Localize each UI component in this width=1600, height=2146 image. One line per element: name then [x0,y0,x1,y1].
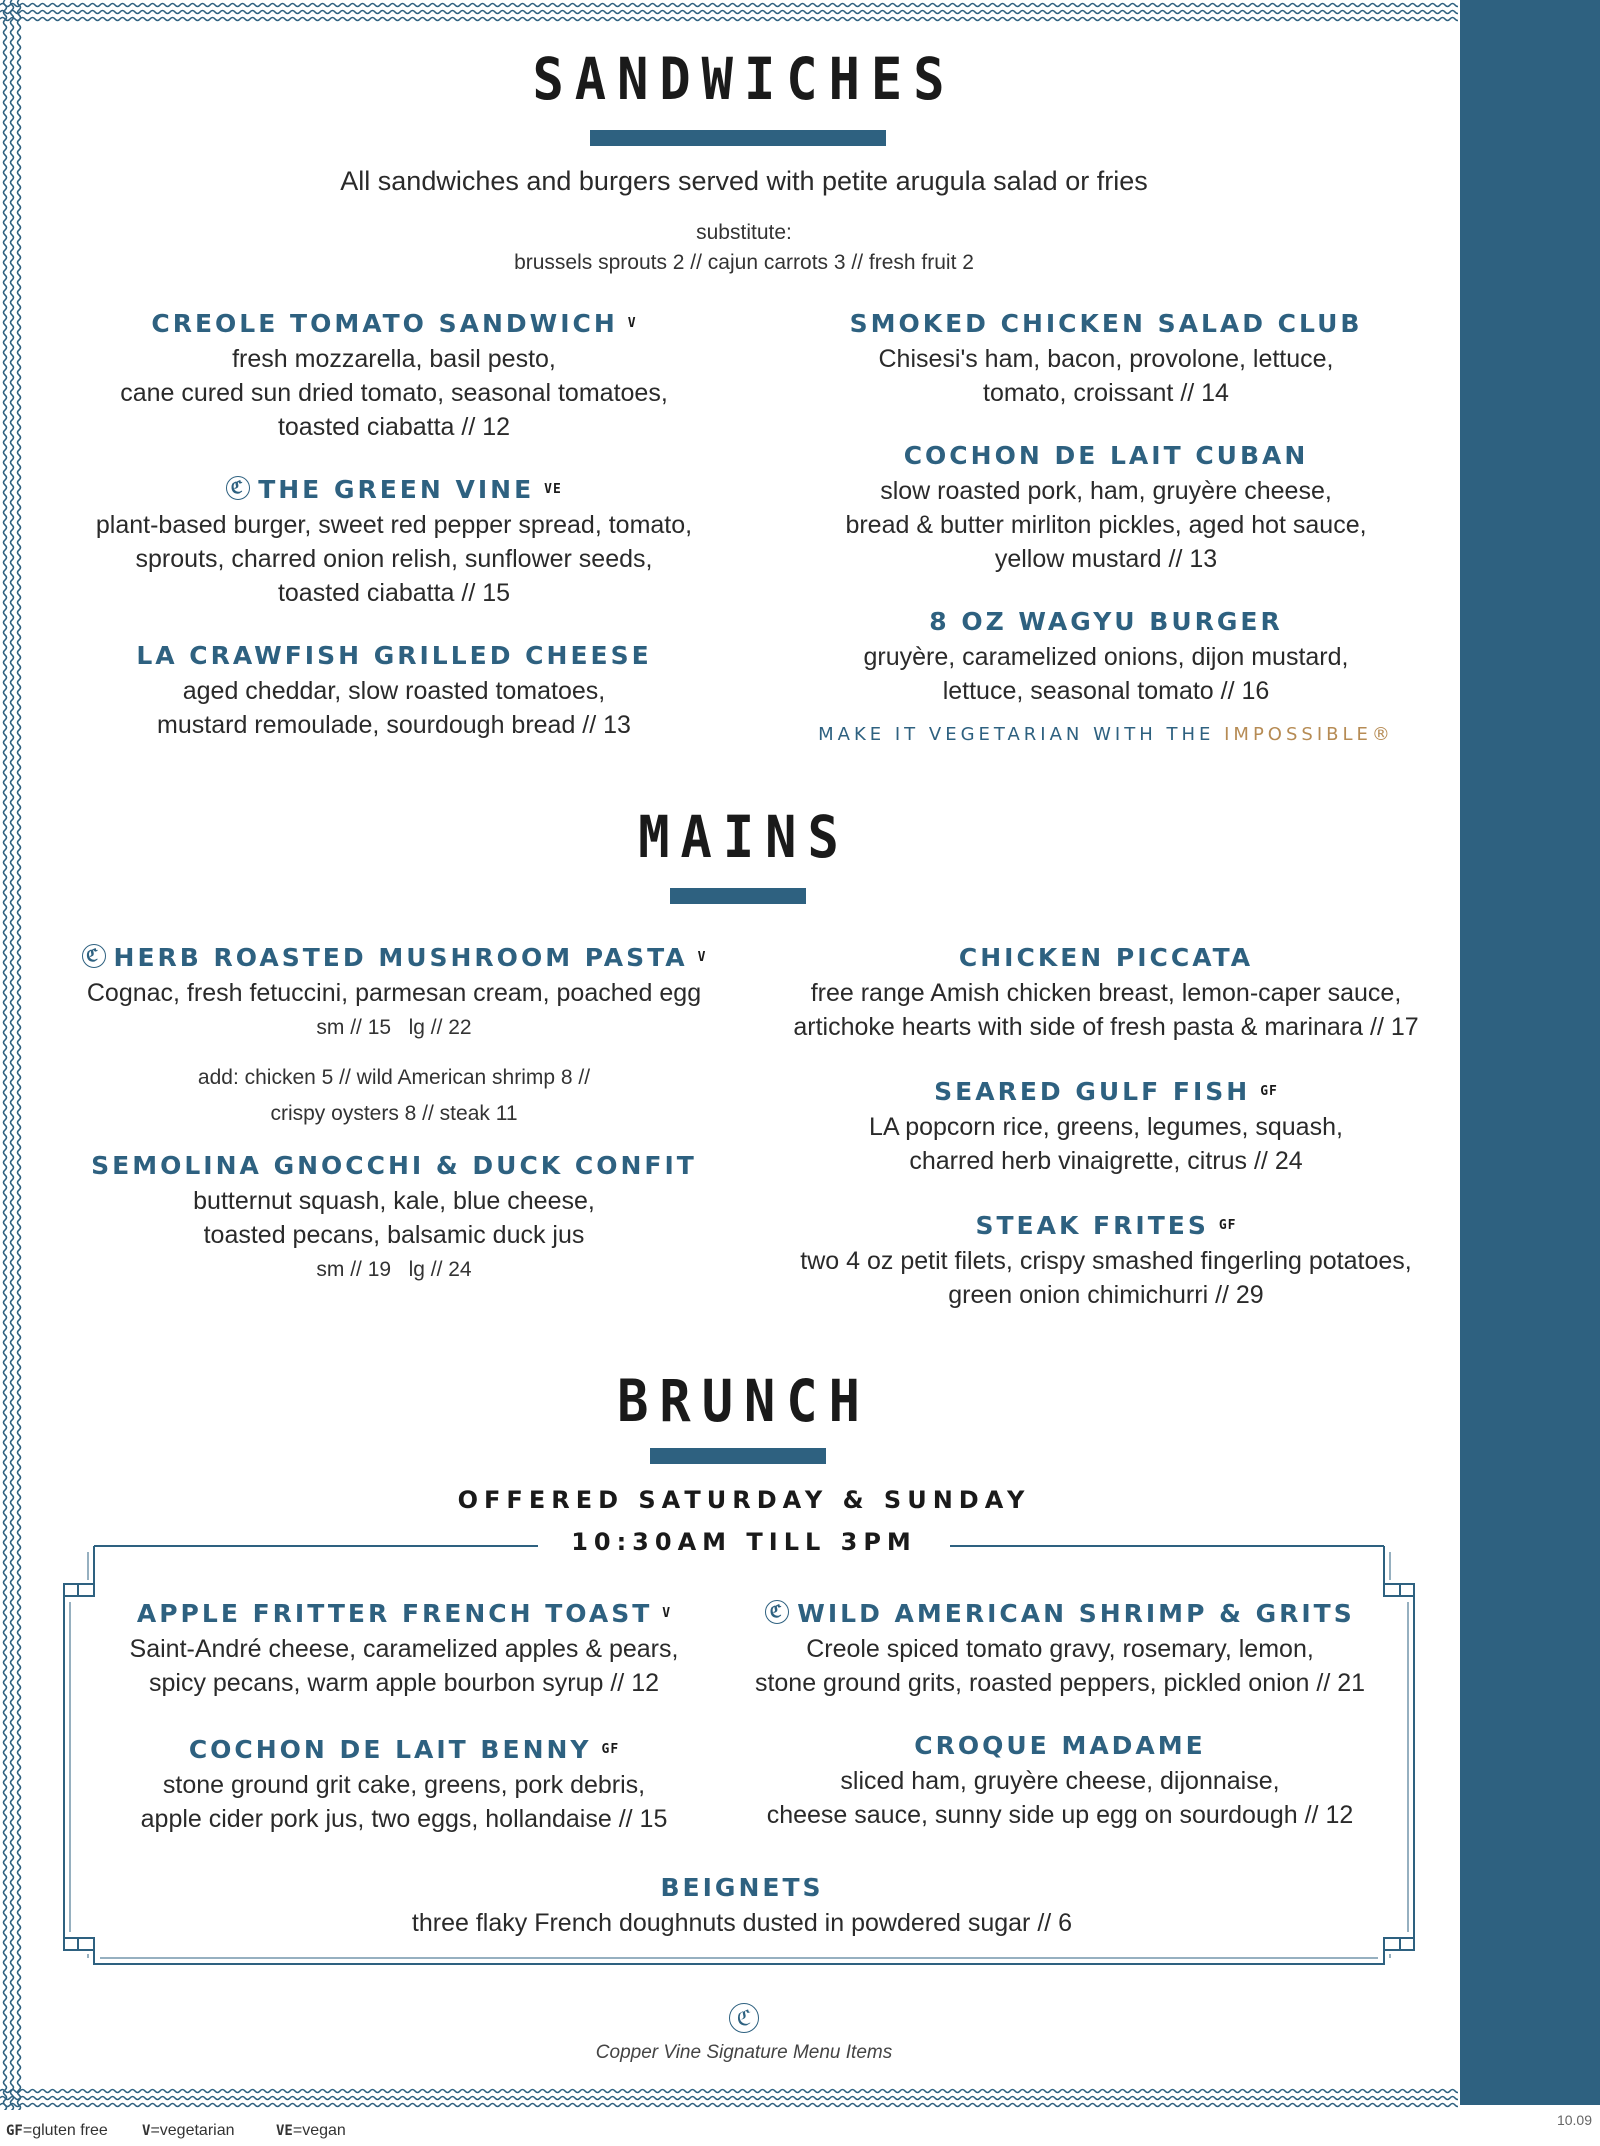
item-name: CREOLE TOMATO SANDWICH [151,309,618,338]
item-name: CROQUE MADAME [914,1731,1206,1760]
legend-text: =gluten free [22,2122,108,2139]
menu-item [84,1596,724,1700]
legend-vegan [276,2122,346,2140]
item-sizes: sm // 19 lg // 24 [316,1258,472,1281]
item-description: Creole spiced tomato gravy, rosemary, lemon, [806,1635,1314,1663]
sandwiches-title: SANDWICHES [532,46,956,114]
brunch-left-column [84,1596,724,1836]
item-description: stone ground grits, roasted peppers, pickled onion // 21 [754,1669,1366,1697]
item-sizes: sm // 15 lg // 22 [316,1016,472,1039]
item-description: artichoke hearts with side of fresh pasta & marinara // 17 [793,1013,1419,1041]
item-description: slow roasted pork, ham, gruyère cheese, [880,477,1332,505]
item-name: BEIGNETS [660,1873,824,1902]
brunch-hours: 10:30AM TILL 3PM [571,1528,917,1556]
item-description: Chisesi's ham, bacon, provolone, lettuce, [878,345,1334,373]
brunch-title: BRUNCH [617,1368,871,1436]
item-name: STEAK FRITES [975,1211,1209,1240]
legend-code: GF [6,2123,23,2139]
item-description: gruyère, caramelized onions, dijon mustard, [863,643,1349,671]
item-description: LA popcorn rice, greens, legumes, squash, [869,1113,1343,1141]
item-description: apple cider pork jus, two eggs, hollandaise // 15 [140,1805,668,1833]
item-description: yellow mustard // 13 [994,545,1218,573]
item-description: cane cured sun dried tomato, seasonal tomatoes, [120,379,668,407]
item-name: LA CRAWFISH GRILLED CHEESE [136,641,652,670]
item-name: WILD AMERICAN SHRIMP & GRITS [797,1599,1355,1628]
copper-vine-logo-icon: ℭ [765,1600,789,1624]
item-description: Saint-André cheese, caramelized apples & pears, [129,1635,679,1663]
item-description: Cognac, fresh fetuccini, parmesan cream, poached egg [86,979,702,1007]
top-wave-border [0,0,1458,28]
impossible-brand: IMPOSSIBLE® [1224,724,1394,745]
copper-vine-logo-icon: ℭ [226,476,250,500]
item-description: tomato, croissant // 14 [983,379,1229,407]
item-description: two 4 oz petit filets, crispy smashed fingerling potatoes, [800,1247,1412,1275]
item-description: sliced ham, gruyère cheese, dijonnaise, [840,1767,1280,1795]
substitute-label: substitute: [696,221,792,244]
item-description: toasted ciabatta // 12 [277,413,511,441]
diet-tag: V [662,1606,672,1621]
item-name: CHICKEN PICCATA [958,943,1254,972]
brunch-right-column [720,1596,1400,1832]
signature-legend [30,2006,1458,2064]
beignets-item [84,1870,1400,1940]
diet-tag: GF [1260,1084,1278,1099]
item-description: toasted ciabatta // 15 [277,579,511,607]
item-name: APPLE FRITTER FRENCH TOAST [136,1599,653,1628]
bottom-wave-border [0,2086,1458,2112]
item-name: THE GREEN VINE [258,475,535,504]
item-description: fresh mozzarella, basil pesto, [232,345,556,373]
item-description: sprouts, charred onion relish, sunflower seeds, [135,545,653,573]
diet-tag: VE [544,482,562,497]
item-name: HERB ROASTED MUSHROOM PASTA [113,943,688,972]
item-name: SMOKED CHICKEN SALAD CLUB [849,309,1363,338]
copper-vine-logo-icon: ℭ [729,2003,759,2033]
item-description: plant-based burger, sweet red pepper spread, tomato, [95,511,693,539]
item-name: SEMOLINA GNOCCHI & DUCK CONFIT [91,1151,697,1180]
item-description: charred herb vinaigrette, citrus // 24 [909,1147,1303,1175]
legend-vegetarian [142,2122,235,2140]
item-name: SEARED GULF FISH [934,1077,1251,1106]
menu-item [84,1732,724,1836]
item-description: cheese sauce, sunny side up egg on sourdough // 12 [766,1801,1354,1829]
add-on-line: crispy oysters 8 // steak 11 [270,1102,518,1125]
mains-title: MAINS [638,804,850,872]
legend-code: VE [276,2123,293,2139]
item-description: stone ground grit cake, greens, pork debris, [162,1771,646,1799]
item-description: spicy pecans, warm apple bourbon syrup // 12 [149,1669,659,1697]
menu-item [720,1596,1400,1700]
item-description: free range Amish chicken breast, lemon-caper sauce, [810,979,1402,1007]
item-name: COCHON DE LAIT BENNY [188,1735,592,1764]
signature-caption: Copper Vine Signature Menu Items [595,2042,893,2063]
item-description: lettuce, seasonal tomato // 16 [942,677,1270,705]
item-description: green onion chimichurri // 29 [948,1281,1264,1309]
add-on-line: add: chicken 5 // wild American shrimp 8 // [197,1066,591,1089]
item-description: mustard remoulade, sourdough bread // 13 [157,711,631,739]
menu-item [720,1728,1400,1832]
diet-tag: GF [601,1742,620,1757]
impossible-prefix: MAKE IT VEGETARIAN WITH THE [818,724,1215,745]
diet-tag: V [627,316,637,331]
item-name: COCHON DE LAIT CUBAN [903,441,1309,470]
copper-vine-logo-icon: ℭ [82,944,106,968]
right-accent-band [1460,0,1600,2105]
item-description: three flaky French doughnuts dusted in powdered sugar // 6 [411,1909,1073,1937]
legend-text: =vegan [292,2122,346,2139]
item-description: aged cheddar, slow roasted tomatoes, [182,677,606,705]
brunch-offered: OFFERED SATURDAY & SUNDAY [457,1486,1031,1514]
left-wave-border [0,0,26,2110]
diet-tag: V [697,950,707,965]
item-description: bread & butter mirliton pickles, aged hot sauce, [845,511,1367,539]
item-name: 8 OZ WAGYU BURGER [929,607,1283,636]
substitute-options: brussels sprouts 2 // cajun carrots 3 // fresh fruit 2 [514,251,974,274]
sandwiches-intro: All sandwiches and burgers served with petite arugula salad or fries [340,166,1148,196]
legend-text: =vegetarian [150,2122,235,2139]
item-description: butternut squash, kale, blue cheese, [193,1187,595,1215]
version-code: 10.09 [1556,2112,1592,2128]
item-description: toasted pecans, balsamic duck jus [203,1221,585,1249]
menu-page [30,28,1458,2086]
legend-code: V [142,2123,151,2139]
diet-tag: GF [1218,1218,1237,1233]
legend-gluten-free [6,2122,108,2140]
